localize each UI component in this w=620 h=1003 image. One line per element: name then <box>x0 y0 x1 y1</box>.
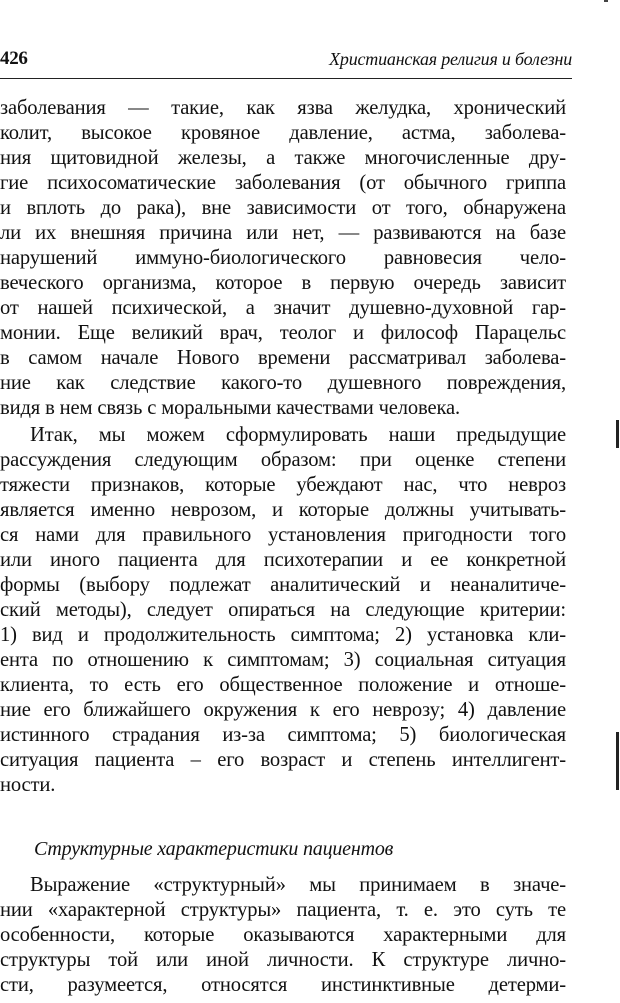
text-line: ния щитовидной железы, а также многочисленные дру- <box>0 147 566 169</box>
body-paragraph-1 <box>0 96 566 421</box>
text-line: и вплоть до рака), вне зависимости от того, обнаружена <box>0 197 566 219</box>
scan-margin-mark-bottom <box>616 732 619 790</box>
text-line: ли их внешняя причина или нет, — развиваются на базе <box>0 222 566 244</box>
text-line: истинного страдания из-за симптома; 5) биологическая <box>0 724 566 746</box>
text-line: рассуждения следующим образом: при оценке степени <box>0 449 566 471</box>
text-line: ние как следствие какого-то душевного повреждения, <box>0 372 566 394</box>
page-header <box>0 48 572 74</box>
text-line: тяжести признаков, которые убеждают нас, что невроз <box>0 474 566 496</box>
scan-corner-mark <box>604 0 608 11</box>
text-line: особенности, которые оказываются характерными для <box>0 924 566 946</box>
header-rule <box>0 78 572 79</box>
text-line: ский методы), следует опираться на следующие критерии: <box>0 599 566 621</box>
text-line: клиента, то есть его общественное положение и отноше- <box>0 674 566 696</box>
text-line: или иного пациента для психотерапии и ее конкретной <box>0 549 566 571</box>
text-line: структуры той или иной личности. К структуре лично- <box>0 949 566 971</box>
text-line: сти, разумеется, относятся инстинктивные детерми- <box>0 974 566 996</box>
text-line: является именно неврозом, и которые должны учитывать- <box>0 499 566 521</box>
text-line: монии. Еще великий врач, теолог и философ Парацельс <box>0 322 566 344</box>
running-title: Христианская религия и болезни <box>329 49 572 69</box>
text-line: веческого организма, которое в первую очередь зависит <box>0 272 566 294</box>
text-line: гие психосоматические заболевания (от обычного гриппа <box>0 172 566 194</box>
body-paragraph-3 <box>0 873 566 998</box>
text-line: Итак, мы можем сформулировать наши предыдущие <box>30 424 566 446</box>
text-line: от нашей психической, а значит душевно-духовной гар- <box>0 297 566 319</box>
text-line: в самом начале Нового времени рассматривал заболева- <box>0 347 566 369</box>
scan-margin-mark-top <box>616 420 619 448</box>
text-line: нарушений иммуно-биологического равновесия чело- <box>0 247 566 269</box>
text-line: формы (выбору подлежат аналитический и неаналитиче- <box>0 574 566 596</box>
text-line: видя в нем связь с моральными качествами человека. <box>0 397 461 419</box>
section-subheading: Структурные характеристики пациентов <box>34 838 394 860</box>
text-line: 1) вид и продолжительность симптома; 2) установка кли- <box>0 624 566 646</box>
text-line: заболевания — такие, как язва желудка, хронический <box>0 97 566 119</box>
text-line: ности. <box>0 774 56 796</box>
body-paragraph-2 <box>0 423 566 798</box>
page-number: 426 <box>0 48 28 69</box>
text-line: колит, высокое кровяное давление, астма, заболева- <box>0 122 566 144</box>
text-line: нии «характерной структуры» пациента, т. е. это суть те <box>0 899 566 921</box>
text-line: ся нами для правильного установления пригодности того <box>0 524 566 546</box>
text-line: Выражение «структурный» мы принимаем в значе- <box>30 874 566 896</box>
text-line: ента по отношению к симптомам; 3) социальная ситуация <box>0 649 566 671</box>
text-line: ние его ближайшего окружения к его неврозу; 4) давление <box>0 699 566 721</box>
text-line: ситуация пациента – его возраст и степень интеллигент- <box>0 749 566 771</box>
